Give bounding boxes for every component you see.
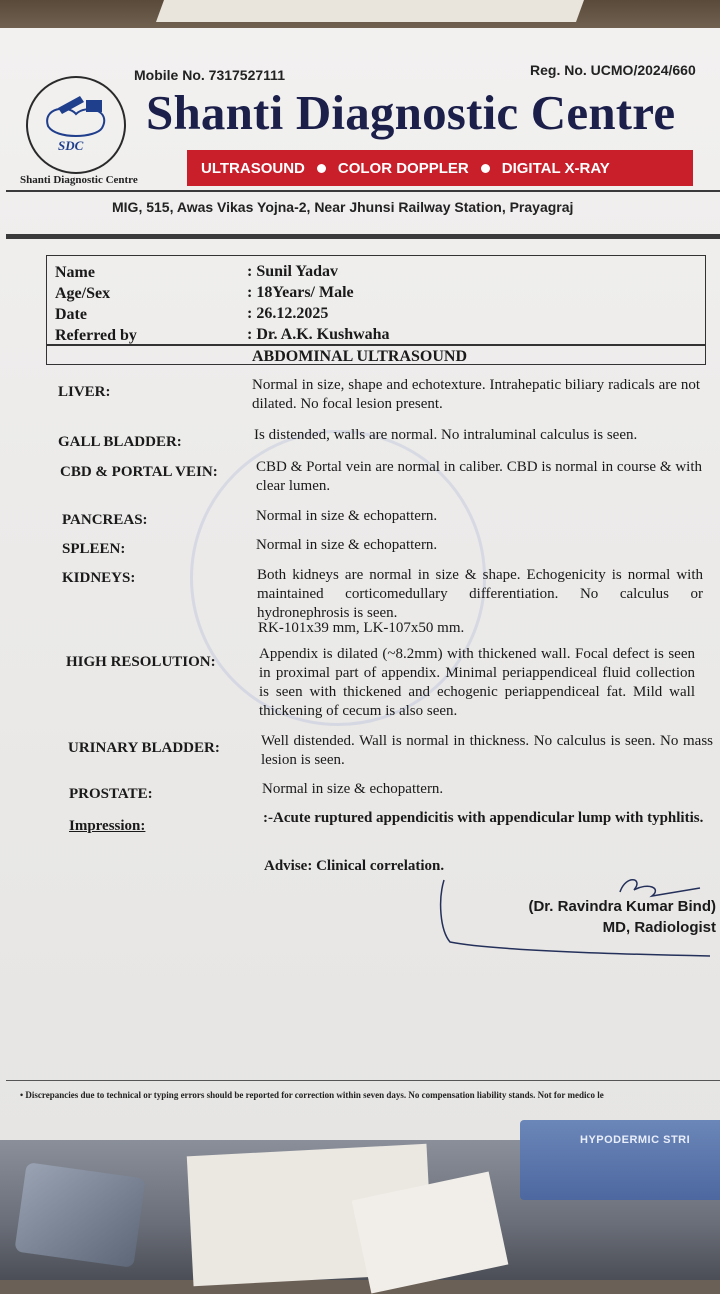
impression-label: Impression: (69, 818, 146, 834)
registration-number: Reg. No. UCMO/2024/660 (530, 62, 696, 78)
referred-by-label: Referred by (55, 327, 137, 344)
syringe-pack (520, 1120, 720, 1200)
service-ultrasound: ULTRASOUND (201, 159, 305, 177)
kidneys-text: Both kidneys are normal in size & shape. Echogenicity is normal with maintained corticomedullary differentiation. No calculus or hydronephrosis is seen. (257, 567, 703, 621)
name-label: Name (55, 264, 95, 281)
urinary-bladder-text: Well distended. Wall is normal in thickness. No calculus is seen. No mass lesion is seen. (261, 733, 713, 768)
background-object (14, 1162, 145, 1268)
liver-label: LIVER: (58, 384, 111, 400)
cbd-portal-vein-label: CBD & PORTAL VEIN: (60, 464, 218, 480)
radiologist-title: MD, Radiologist (602, 919, 716, 936)
prostate-text: Normal in size & echopattern. (262, 781, 444, 797)
syringe-pack-label: HYPODERMIC STRI (580, 1134, 691, 1146)
advise-text: Advise: Clinical correlation. (264, 858, 445, 874)
referred-by-value: : Dr. A.K. Kushwaha (247, 326, 390, 343)
centre-name: Shanti Diagnostic Centre (146, 85, 676, 140)
radiologist-name: (Dr. Ravindra Kumar Bind) (528, 898, 716, 915)
paper-fold (156, 0, 584, 22)
bullet-icon (317, 164, 326, 173)
cbd-portal-vein-text: CBD & Portal vein are normal in caliber. CBD is normal in course & with clear lumen. (256, 459, 702, 494)
header-divider (6, 190, 720, 192)
age-sex-value: : 18Years/ Male (247, 284, 354, 301)
high-resolution-text: Appendix is dilated (~8.2mm) with thickened wall. Focal defect is seen in proximal part of appendix. Minimal periappendiceal fluid collection is seen with thickened and echogenic periappendiceal fat. Mild wall thickening of cecum is also seen. (259, 646, 695, 719)
sdc-logo-icon (26, 76, 126, 174)
gall-bladder-text: Is distended, walls are normal. No intraluminal calculus is seen. (254, 427, 638, 443)
urinary-bladder-label: URINARY BLADDER: (68, 740, 220, 756)
age-sex-label: Age/Sex (55, 285, 111, 302)
address-divider (6, 234, 720, 239)
kidneys-measurement: RK-101x39 mm, LK-107x50 mm. (258, 620, 465, 636)
address: MIG, 515, Awas Vikas Yojna-2, Near Jhunsi Railway Station, Prayagraj (112, 199, 574, 215)
gall-bladder-label: GALL BLADDER: (58, 434, 182, 450)
disclaimer: • Discrepancies due to technical or typing errors should be reported for correction within seven days. No compensation liability stands. Not for medico le (20, 1090, 604, 1100)
spleen-label: SPLEEN: (62, 541, 126, 557)
patient-box-divider (47, 344, 705, 346)
kidneys-label: KIDNEYS: (62, 570, 136, 586)
logo-caption: Shanti Diagnostic Centre (20, 174, 138, 186)
date-label: Date (55, 306, 87, 323)
pancreas-label: PANCREAS: (62, 512, 148, 528)
prostate-label: PROSTATE: (69, 786, 153, 802)
name-value: : Sunil Yadav (247, 263, 338, 280)
service-digital-xray: DIGITAL X-RAY (501, 159, 610, 177)
services-banner (187, 150, 693, 186)
logo-text: SDC (58, 138, 84, 153)
high-resolution-label: HIGH RESOLUTION: (66, 654, 216, 670)
spleen-text: Normal in size & echopattern. (256, 537, 438, 553)
impression-text: :-Acute ruptured appendicitis with appendicular lump with typhlitis. (263, 810, 704, 826)
signature-block (470, 896, 716, 938)
pancreas-text: Normal in size & echopattern. (256, 508, 438, 524)
date-value: : 26.12.2025 (247, 305, 329, 322)
service-color-doppler: COLOR DOPPLER (337, 159, 469, 177)
patient-info-box (46, 255, 706, 365)
liver-text: Normal in size, shape and echotexture. Intrahepatic biliary radicals are not dilated. No focal lesion present. (252, 377, 700, 412)
bullet-icon (481, 164, 490, 173)
footer-divider (6, 1080, 720, 1081)
mobile-number: Mobile No. 7317527111 (134, 67, 285, 83)
exam-title: ABDOMINAL ULTRASOUND (252, 348, 467, 365)
